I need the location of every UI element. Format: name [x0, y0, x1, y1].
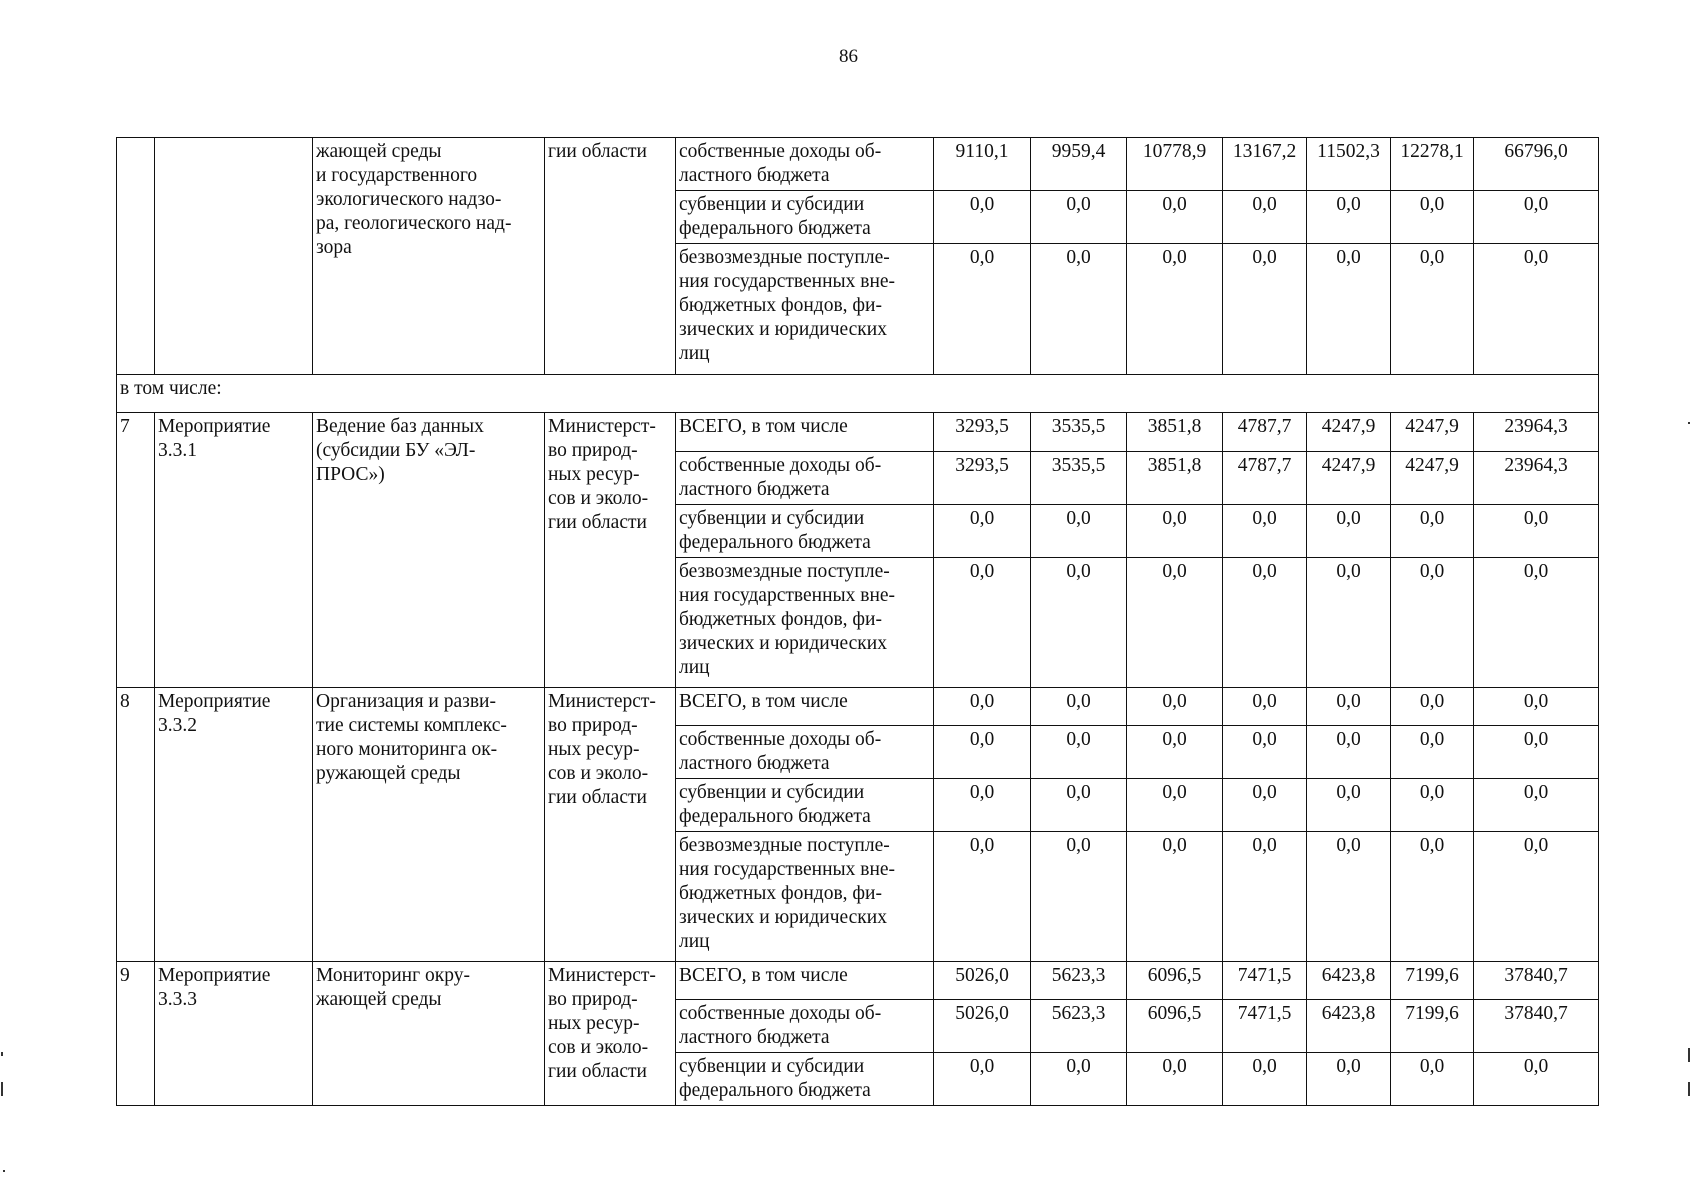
value-cell: 0,0	[1223, 779, 1307, 832]
section-label: в том числе:	[117, 375, 1599, 413]
funding-source: собственные доходы об- ластного бюджета	[676, 138, 934, 191]
measure-description: Организация и разви- тие системы комплекс- ного мониторинга ок- ружающей среды	[313, 688, 545, 962]
value-cell: 6096,5	[1127, 1000, 1223, 1053]
value-cell: 0,0	[1223, 726, 1307, 779]
value-cell: 0,0	[1391, 191, 1474, 244]
value-cell: 0,0	[1031, 505, 1127, 558]
measure-description: жающей среды и государственного экологического надзо- ра, геологического над- зора	[313, 138, 545, 375]
value-cell: 0,0	[1307, 244, 1391, 375]
value-cell: 4787,7	[1223, 413, 1307, 452]
measure-index: 9	[117, 962, 155, 1106]
value-cell: 0,0	[1223, 558, 1307, 688]
value-cell: 0,0	[1391, 832, 1474, 962]
funding-source: безвозмездные поступле- ния государственных вне- бюджетных фондов, фи- зических и юридических лиц	[676, 244, 934, 375]
value-cell: 0,0	[1031, 1053, 1127, 1106]
value-cell: 0,0	[1127, 191, 1223, 244]
value-cell: 6096,5	[1127, 962, 1223, 1000]
value-cell: 10778,9	[1127, 138, 1223, 191]
total-cell: 37840,7	[1474, 1000, 1599, 1053]
value-cell: 0,0	[1391, 244, 1474, 375]
value-cell: 0,0	[1127, 779, 1223, 832]
total-cell: 0,0	[1474, 1053, 1599, 1106]
value-cell: 0,0	[934, 726, 1031, 779]
total-cell: 0,0	[1474, 244, 1599, 375]
funding-source: ВСЕГО, в том числе	[676, 688, 934, 726]
value-cell: 3535,5	[1031, 413, 1127, 452]
value-cell: 7471,5	[1223, 962, 1307, 1000]
value-cell: 12278,1	[1391, 138, 1474, 191]
value-cell: 0,0	[1223, 832, 1307, 962]
value-cell: 0,0	[934, 558, 1031, 688]
value-cell: 0,0	[934, 688, 1031, 726]
executor-cell: гии области	[545, 138, 676, 375]
value-cell: 0,0	[1391, 688, 1474, 726]
funding-source: безвозмездные поступле- ния государственных вне- бюджетных фондов, фи- зических и юридических лиц	[676, 558, 934, 688]
total-cell: 37840,7	[1474, 962, 1599, 1000]
funding-source: субвенции и субсидии федерального бюджета	[676, 505, 934, 558]
value-cell: 0,0	[1307, 779, 1391, 832]
total-cell: 0,0	[1474, 191, 1599, 244]
budget-table	[116, 137, 1599, 1106]
executor-cell: Министерст- во природ- ных ресур- сов и эколо- гии области	[545, 413, 676, 688]
value-cell: 0,0	[934, 191, 1031, 244]
scan-mark	[1688, 1048, 1690, 1062]
funding-source: субвенции и субсидии федерального бюджета	[676, 779, 934, 832]
funding-source: субвенции и субсидии федерального бюджета	[676, 1053, 934, 1106]
value-cell: 0,0	[1127, 688, 1223, 726]
value-cell: 0,0	[1391, 726, 1474, 779]
value-cell: 0,0	[1031, 191, 1127, 244]
value-cell: 0,0	[1127, 558, 1223, 688]
value-cell: 0,0	[934, 832, 1031, 962]
executor-cell: Министерст- во природ- ных ресур- сов и эколо- гии области	[545, 688, 676, 962]
value-cell: 0,0	[1391, 779, 1474, 832]
funding-source: безвозмездные поступле- ния государственных вне- бюджетных фондов, фи- зических и юридических лиц	[676, 832, 934, 962]
value-cell: 0,0	[1307, 726, 1391, 779]
total-cell: 23964,3	[1474, 452, 1599, 505]
value-cell: 13167,2	[1223, 138, 1307, 191]
measure-title: Мероприятие 3.3.1	[155, 413, 313, 688]
funding-source: ВСЕГО, в том числе	[676, 962, 934, 1000]
funding-source: собственные доходы об- ластного бюджета	[676, 726, 934, 779]
title-cell	[155, 138, 313, 375]
value-cell: 4247,9	[1307, 413, 1391, 452]
value-cell: 0,0	[1391, 505, 1474, 558]
measure-description: Мониторинг окру- жающей среды	[313, 962, 545, 1106]
value-cell: 4247,9	[1391, 452, 1474, 505]
value-cell: 0,0	[1307, 558, 1391, 688]
total-cell: 0,0	[1474, 726, 1599, 779]
value-cell: 0,0	[1031, 726, 1127, 779]
value-cell: 0,0	[1391, 558, 1474, 688]
total-cell: 23964,3	[1474, 413, 1599, 452]
value-cell: 0,0	[1307, 1053, 1391, 1106]
value-cell: 5623,3	[1031, 962, 1127, 1000]
value-cell: 5026,0	[934, 962, 1031, 1000]
table-row	[117, 688, 1599, 726]
total-cell: 0,0	[1474, 779, 1599, 832]
value-cell: 6423,8	[1307, 962, 1391, 1000]
value-cell: 4247,9	[1307, 452, 1391, 505]
value-cell: 3293,5	[934, 413, 1031, 452]
total-cell: 0,0	[1474, 505, 1599, 558]
value-cell: 0,0	[1307, 191, 1391, 244]
value-cell: 0,0	[1223, 1053, 1307, 1106]
value-cell: 3851,8	[1127, 452, 1223, 505]
value-cell: 0,0	[1127, 726, 1223, 779]
value-cell: 0,0	[1031, 244, 1127, 375]
value-cell: 0,0	[934, 505, 1031, 558]
table-row	[117, 138, 1599, 191]
value-cell: 7471,5	[1223, 1000, 1307, 1053]
value-cell: 0,0	[1127, 832, 1223, 962]
value-cell: 6423,8	[1307, 1000, 1391, 1053]
total-cell: 66796,0	[1474, 138, 1599, 191]
measure-title: Мероприятие 3.3.3	[155, 962, 313, 1106]
value-cell: 0,0	[1031, 688, 1127, 726]
value-cell: 4247,9	[1391, 413, 1474, 452]
value-cell: 0,0	[1223, 505, 1307, 558]
value-cell: 0,0	[1031, 558, 1127, 688]
funding-source: ВСЕГО, в том числе	[676, 413, 934, 452]
page-number: 86	[839, 46, 858, 67]
value-cell: 9959,4	[1031, 138, 1127, 191]
scan-mark	[1688, 1082, 1690, 1096]
total-cell: 0,0	[1474, 832, 1599, 962]
value-cell: 0,0	[1127, 505, 1223, 558]
value-cell: 0,0	[1307, 688, 1391, 726]
value-cell: 0,0	[1307, 505, 1391, 558]
scan-mark	[1, 1082, 3, 1096]
value-cell: 5026,0	[934, 1000, 1031, 1053]
value-cell: 0,0	[1223, 244, 1307, 375]
funding-source: собственные доходы об- ластного бюджета	[676, 452, 934, 505]
value-cell: 11502,3	[1307, 138, 1391, 191]
measure-index: 7	[117, 413, 155, 688]
measure-title: Мероприятие 3.3.2	[155, 688, 313, 962]
value-cell: 0,0	[934, 1053, 1031, 1106]
value-cell: 7199,6	[1391, 962, 1474, 1000]
index-cell	[117, 138, 155, 375]
scan-mark	[3, 1170, 5, 1172]
value-cell: 0,0	[1391, 1053, 1474, 1106]
total-cell: 0,0	[1474, 688, 1599, 726]
table-row	[117, 413, 1599, 452]
table-row	[117, 962, 1599, 1000]
value-cell: 0,0	[1127, 1053, 1223, 1106]
scan-mark	[1, 1052, 3, 1056]
value-cell: 3851,8	[1127, 413, 1223, 452]
scan-mark	[1688, 422, 1690, 424]
value-cell: 9110,1	[934, 138, 1031, 191]
measure-description: Ведение баз данных (субсидии БУ «ЭЛ- ПРОС»)	[313, 413, 545, 688]
value-cell: 5623,3	[1031, 1000, 1127, 1053]
value-cell: 0,0	[934, 779, 1031, 832]
funding-source: субвенции и субсидии федерального бюджета	[676, 191, 934, 244]
value-cell: 0,0	[1127, 244, 1223, 375]
value-cell: 0,0	[1307, 832, 1391, 962]
value-cell: 0,0	[1223, 191, 1307, 244]
value-cell: 0,0	[1031, 779, 1127, 832]
value-cell: 3535,5	[1031, 452, 1127, 505]
total-cell: 0,0	[1474, 558, 1599, 688]
value-cell: 0,0	[1031, 832, 1127, 962]
value-cell: 3293,5	[934, 452, 1031, 505]
funding-source: собственные доходы об- ластного бюджета	[676, 1000, 934, 1053]
value-cell: 0,0	[1223, 688, 1307, 726]
measure-index: 8	[117, 688, 155, 962]
table-row	[117, 375, 1599, 413]
value-cell: 0,0	[934, 244, 1031, 375]
value-cell: 4787,7	[1223, 452, 1307, 505]
value-cell: 7199,6	[1391, 1000, 1474, 1053]
executor-cell: Министерст- во природ- ных ресур- сов и эколо- гии области	[545, 962, 676, 1106]
